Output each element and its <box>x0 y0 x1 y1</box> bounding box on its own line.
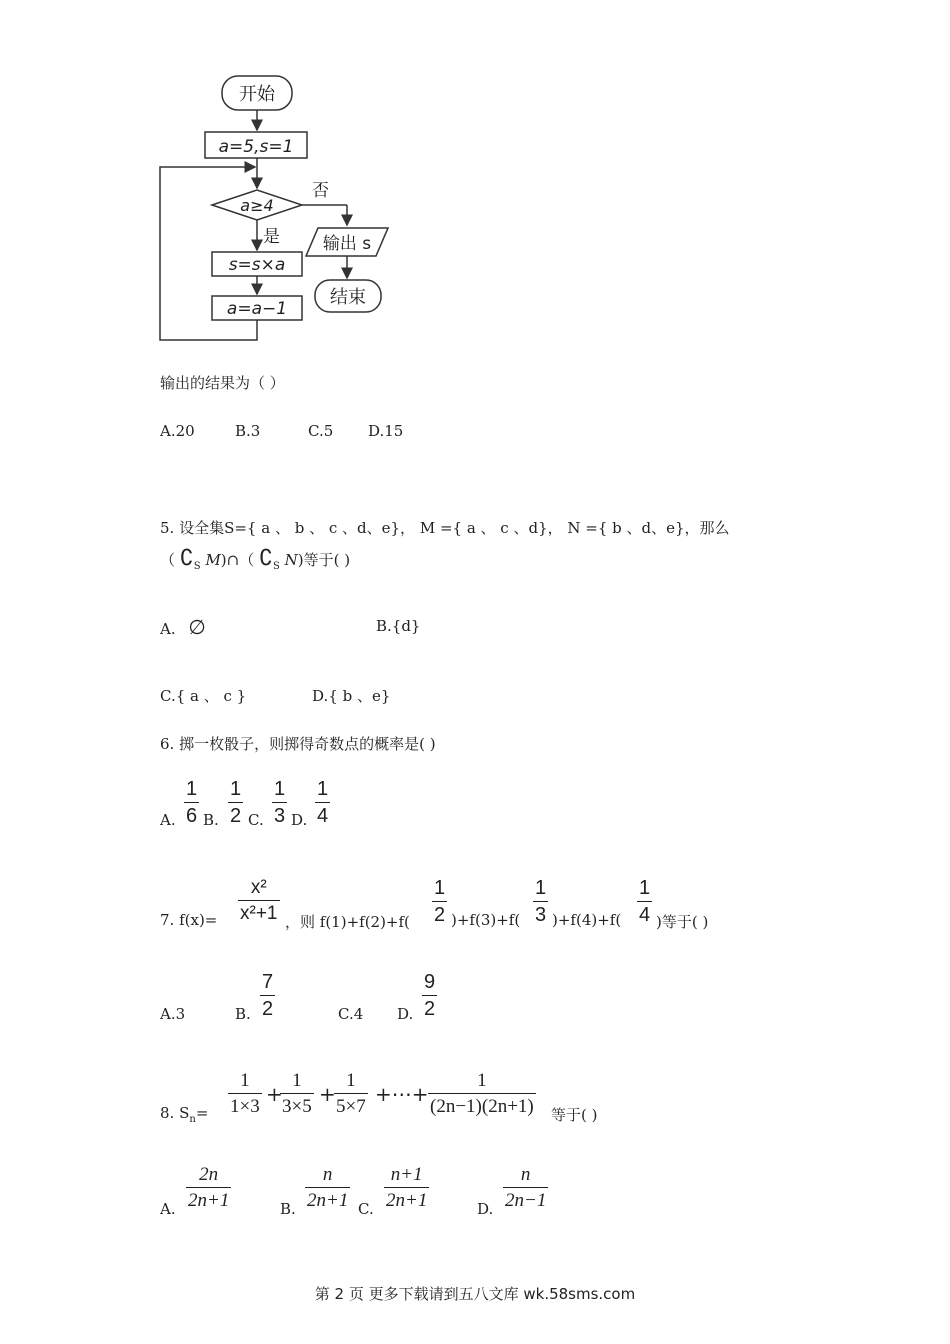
q8-suffix: 等于( ) <box>551 1106 598 1124</box>
q5-option-a-label: A. <box>160 620 176 638</box>
q8-plus-2: + <box>319 1082 336 1106</box>
q8-option-c: $\frac{n+1}{2n+1}$ <box>386 1164 428 1211</box>
q7-part1: ，则 f(1)+f(2)+f( <box>285 913 410 931</box>
q4-option-d: D.15 <box>368 422 404 440</box>
flow-decision-text: a≥4 <box>240 196 274 215</box>
q8-option-a: $\frac{2n}{2n+1}$ <box>188 1164 230 1211</box>
flow-decrement-text: a=a−1 <box>226 299 288 319</box>
q5-option-d: D.{ b 、e} <box>312 687 391 705</box>
q4-stem: 输出的结果为（ ） <box>160 374 285 392</box>
q6-label-d: D. <box>291 811 308 829</box>
q5-option-c: C.{ a 、 c } <box>160 687 247 705</box>
complement-icon: ∁ <box>259 545 273 570</box>
flow-end-text: 结束 <box>330 287 366 308</box>
q7-prefix: 7. f(x)= <box>160 911 218 929</box>
q8-term-2: $\frac{1}{3\times 5}$ <box>282 1070 312 1117</box>
q7-option-d-frac: $\frac{9}{2}$ <box>424 971 436 1020</box>
q5-line2 <box>160 545 350 572</box>
q7-option-c: C.4 <box>338 1005 364 1023</box>
q8-label-b: B. <box>280 1200 296 1218</box>
empty-set-icon: ∅ <box>188 615 206 639</box>
q5-set-n: N <box>284 551 298 569</box>
q7-suffix: )等于( ) <box>656 913 709 931</box>
complement-icon: ∁ <box>179 545 194 570</box>
q5-line1: 5. 设全集S={ a 、 b 、 c 、d、e}， M ={ a 、 c 、d}， N ={ b 、d、e}，那么 <box>160 519 730 537</box>
q7-option-b-frac: $\frac{7}{2}$ <box>262 971 274 1020</box>
q7-func-frac: $\frac{\text{x²}}{\text{x²+1}}$ <box>240 877 278 924</box>
q5-line2-end: )等于( ) <box>297 551 351 569</box>
flow-no-label: 否 <box>312 181 329 201</box>
flow-yes-label: 是 <box>263 227 280 247</box>
q8-last-term: $\frac{1}{(2n-1)(2n+1)}$ <box>430 1070 534 1117</box>
q8-term-3: $\frac{1}{5\times 7}$ <box>336 1070 366 1117</box>
q7-part2: )+f(3)+f( <box>451 911 521 929</box>
q7-option-d-label: D. <box>397 1005 414 1023</box>
q4-option-a: A.20 <box>160 422 195 440</box>
q8-option-b: $\frac{n}{2n+1}$ <box>307 1164 349 1211</box>
q6-stem: 6. 掷一枚骰子，则掷得奇数点的概率是( ) <box>160 735 436 753</box>
q5-middle: )∩（ <box>220 551 255 569</box>
flowchart <box>150 70 410 350</box>
q5-comp-sub2: S <box>273 561 280 572</box>
q8-term-1: $\frac{1}{1\times 3}$ <box>230 1070 260 1117</box>
q5-open-paren: （ <box>160 551 176 569</box>
q4-option-c: C.5 <box>308 422 334 440</box>
q6-label-c: C. <box>248 811 264 829</box>
q6-label-a: A. <box>160 811 176 829</box>
q7-part3: )+f(4)+f( <box>552 911 622 929</box>
q8-ellipsis: +⋯+ <box>375 1082 429 1106</box>
flow-multiply-text: s=s×a <box>228 255 286 275</box>
q8-plus-1: + <box>266 1082 283 1106</box>
q8-sub: n <box>189 1114 196 1125</box>
q5-option-b: B.{d} <box>376 617 421 635</box>
q8-label-a: A. <box>160 1200 176 1218</box>
q8-label-c: C. <box>358 1200 374 1218</box>
q5-option-a <box>160 615 206 639</box>
page-footer: 第 2 页 更多下载请到五八文库 wk.58sms.com <box>314 1285 636 1303</box>
q5-set-m: M <box>205 551 221 569</box>
q4-option-b: B.3 <box>235 422 261 440</box>
q7-option-b-label: B. <box>235 1005 251 1023</box>
q6-label-b: B. <box>203 811 219 829</box>
flow-start-text: 开始 <box>239 84 275 105</box>
q5-comp-sub1: S <box>193 561 201 572</box>
q7-arg-frac-3: $\frac{1}{4}$ <box>639 877 651 926</box>
q6-frac-d: $\frac{1}{4}$ <box>317 778 329 827</box>
q8-label-d: D. <box>477 1200 494 1218</box>
q8-eq: = <box>195 1104 209 1122</box>
q6-frac-b: $\frac{1}{2}$ <box>230 778 242 827</box>
q6-frac-c: $\frac{1}{3}$ <box>274 778 286 827</box>
q7-arg-frac-2: $\frac{1}{3}$ <box>535 877 547 926</box>
flow-init-text: a=5,s=1 <box>218 137 294 157</box>
flow-output-text: 输出 s <box>322 234 372 254</box>
q6-frac-a: $\frac{1}{6}$ <box>186 778 198 827</box>
q8-option-d: $\frac{n}{2n-1}$ <box>505 1164 547 1211</box>
q8-prefix: 8. $S_n=$ <box>160 1104 209 1125</box>
q7-option-a: A.3 <box>160 1005 186 1023</box>
q7-arg-frac-1: $\frac{1}{2}$ <box>434 877 446 926</box>
